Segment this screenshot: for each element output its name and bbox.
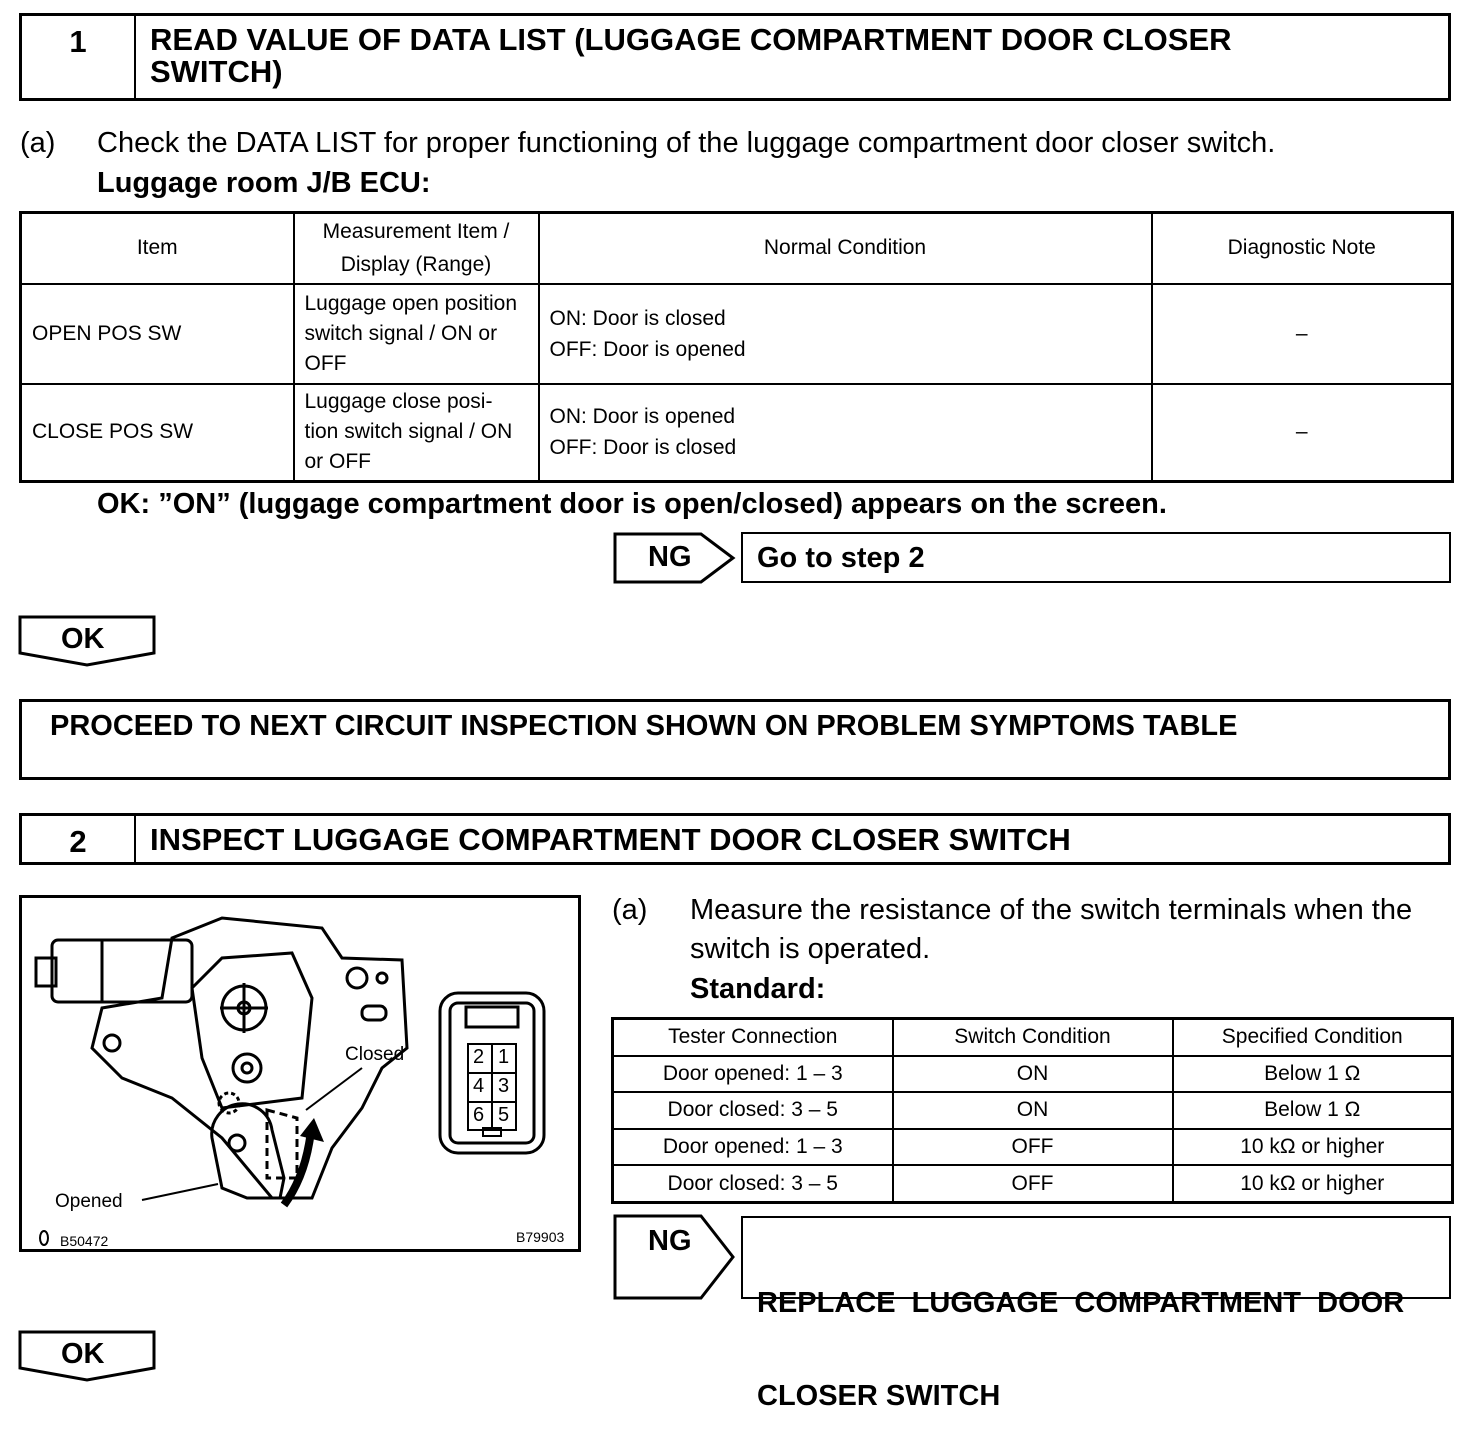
step2-instruction-line2: switch is operated. xyxy=(690,933,931,965)
table-row xyxy=(613,1129,1453,1166)
step2-number: 2 xyxy=(22,816,136,862)
header-measurement-line2: Display (Range) xyxy=(340,253,492,277)
table-row xyxy=(21,384,1453,482)
row-note: – xyxy=(1152,384,1453,482)
figure-code-left: B50472 xyxy=(60,1233,109,1249)
step1-title-line2: SWITCH) xyxy=(150,54,283,89)
row-note: – xyxy=(1152,284,1453,384)
row-measurement-line: Luggage close posi- xyxy=(304,390,493,414)
row-measurement-line: Luggage open position xyxy=(304,291,518,315)
header-item: Item xyxy=(21,213,294,284)
row-measurement-line: tion switch signal / ON xyxy=(304,420,513,444)
step2-title: INSPECT LUGGAGE COMPARTMENT DOOR CLOSER SWITCH xyxy=(150,822,1071,857)
row-normal xyxy=(539,384,1152,482)
cell-tester-connection: Door opened: 1 – 3 xyxy=(613,1056,893,1093)
cell-specified-condition: Below 1 Ω xyxy=(1173,1056,1453,1093)
figure-code-right: B79903 xyxy=(516,1229,565,1245)
header-specified-condition: Specified Condition xyxy=(1173,1019,1453,1056)
data-list-table xyxy=(19,211,1454,483)
ng-result-text: Go to step 2 xyxy=(757,542,925,574)
ng-label: NG xyxy=(648,1225,692,1257)
connector-pin: 4 xyxy=(473,1075,485,1097)
ok-label: OK xyxy=(61,1338,105,1370)
step1-header xyxy=(19,13,1451,101)
step2-marker: (a) xyxy=(612,894,648,926)
step2-header xyxy=(19,813,1451,865)
resistance-table xyxy=(611,1017,1454,1204)
row-normal-line: OFF: Door is opened xyxy=(549,337,746,361)
cell-switch-condition: OFF xyxy=(893,1129,1173,1166)
ng-result-line2: CLOSER SWITCH xyxy=(757,1380,1001,1412)
row-normal-line: ON: Door is closed xyxy=(549,306,726,330)
switch-illustration xyxy=(19,895,581,1252)
row-measurement-line: OFF xyxy=(304,351,347,375)
header-measurement-line1: Measurement Item / xyxy=(322,220,510,244)
ok-label: OK xyxy=(61,623,105,655)
table-header-row xyxy=(613,1019,1453,1056)
step2-subheading: Standard: xyxy=(690,973,826,1005)
header-measurement xyxy=(294,213,539,284)
row-measurement xyxy=(294,284,539,384)
row-measurement-line: or OFF xyxy=(304,450,371,474)
connector-pin: 5 xyxy=(498,1104,510,1126)
table-row xyxy=(613,1092,1453,1129)
ng-result-box xyxy=(741,532,1451,583)
header-tester-connection: Tester Connection xyxy=(613,1019,893,1056)
row-normal xyxy=(539,284,1152,384)
connector-pin: 2 xyxy=(473,1046,485,1068)
cell-tester-connection: Door closed: 3 – 5 xyxy=(613,1165,893,1202)
connector-pin: 3 xyxy=(498,1075,510,1097)
step1-instruction: Check the DATA LIST for proper functioning of the luggage compartment door closer switch. xyxy=(97,127,1276,159)
row-normal-line: ON: Door is opened xyxy=(549,405,736,429)
header-note: Diagnostic Note xyxy=(1152,213,1453,284)
cell-specified-condition: 10 kΩ or higher xyxy=(1173,1129,1453,1166)
table-header-row xyxy=(21,213,1453,284)
step1-title-line1: READ VALUE OF DATA LIST (LUGGAGE COMPARTMENT DOOR CLOSER xyxy=(150,22,1232,57)
step2-instruction-line1: Measure the resistance of the switch terminals when the xyxy=(690,894,1413,926)
ok-statement: OK: ”ON” (luggage compartment door is open/closed) appears on the screen. xyxy=(97,488,1167,520)
step1-marker: (a) xyxy=(20,127,56,159)
cell-tester-connection: Door opened: 1 – 3 xyxy=(613,1129,893,1166)
step1-title xyxy=(136,16,1448,98)
row-measurement xyxy=(294,384,539,482)
label-opened: Opened xyxy=(55,1191,123,1212)
ng-result-box xyxy=(741,1216,1451,1412)
connector-pin: 1 xyxy=(498,1046,510,1068)
step1-subheading: Luggage room J/B ECU: xyxy=(97,167,431,199)
cell-specified-condition: 10 kΩ or higher xyxy=(1173,1165,1453,1202)
connector-pin: 6 xyxy=(473,1104,485,1126)
table-row xyxy=(613,1165,1453,1202)
proceed-box xyxy=(19,699,1451,780)
cell-specified-condition: Below 1 Ω xyxy=(1173,1092,1453,1129)
cell-switch-condition: ON xyxy=(893,1056,1173,1093)
proceed-text: PROCEED TO NEXT CIRCUIT INSPECTION SHOWN ON PROBLEM SYMPTOMS TABLE xyxy=(50,710,1238,742)
row-normal-line: OFF: Door is closed xyxy=(549,436,737,460)
row-item: CLOSE POS SW xyxy=(21,384,294,482)
header-switch-condition: Switch Condition xyxy=(893,1019,1173,1056)
label-closed: Closed xyxy=(345,1044,405,1065)
row-measurement-line: switch signal / ON or xyxy=(304,321,498,345)
table-row xyxy=(21,284,1453,384)
cell-switch-condition: ON xyxy=(893,1092,1173,1129)
ng-result-line1: REPLACE LUGGAGE COMPARTMENT DOOR xyxy=(757,1287,1405,1319)
cell-switch-condition: OFF xyxy=(893,1165,1173,1202)
step1-number: 1 xyxy=(22,16,136,98)
header-normal: Normal Condition xyxy=(539,213,1152,284)
cell-tester-connection: Door closed: 3 – 5 xyxy=(613,1092,893,1129)
table-row xyxy=(613,1056,1453,1093)
ng-label: NG xyxy=(648,541,692,573)
row-item: OPEN POS SW xyxy=(21,284,294,384)
